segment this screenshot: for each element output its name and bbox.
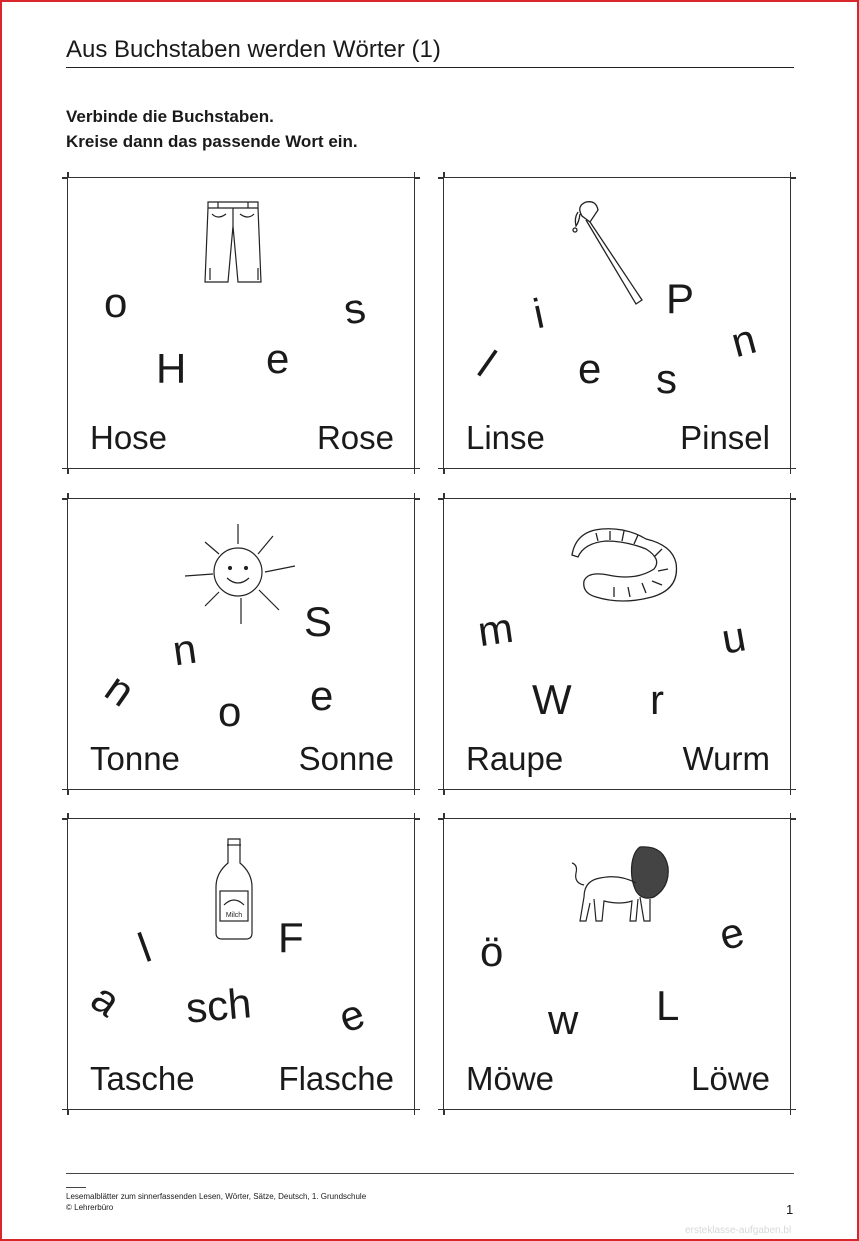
word-choice[interactable]: Tonne (90, 740, 180, 777)
letter-tile: u (718, 612, 750, 663)
letter-tile: l (132, 923, 157, 972)
exercise-card-pinsel (443, 177, 791, 469)
letter-tile: n (726, 314, 761, 367)
card-corner-tick (414, 813, 416, 819)
letter-tile: a (82, 973, 130, 1026)
trousers-picture (198, 198, 268, 288)
card-corner-tick (67, 468, 69, 474)
card-corner-tick (443, 789, 445, 795)
page-number: 1 (786, 1202, 794, 1217)
exercise-card-hose (67, 177, 415, 469)
word-choice[interactable]: Pinsel (680, 419, 770, 456)
letter-tile: s (656, 355, 677, 402)
exercise-card-flasche (67, 818, 415, 1110)
letter-tile: i (529, 289, 549, 338)
letter-tile: e (332, 989, 371, 1042)
card-corner-tick (67, 789, 69, 795)
word-choice[interactable]: Sonne (298, 740, 394, 777)
footer-source: Lesemalblätter zum sinnerfassenden Lesen, Wörter, Sätze, Deutsch, 1. Grundschule (66, 1192, 367, 1201)
letter-tile: n (96, 663, 144, 716)
card-corner-tick (67, 813, 69, 819)
word-choice[interactable]: Rose (316, 419, 394, 456)
bottle-label: Milch (225, 912, 243, 919)
letter-tile: l (469, 341, 505, 386)
word-choice[interactable]: Flasche (278, 1060, 394, 1097)
letter-tile: W (532, 676, 572, 723)
card-corner-tick (443, 493, 445, 499)
letter-tile: H (156, 345, 187, 392)
word-choice[interactable]: Raupe (466, 740, 564, 777)
instruction-line-1: Verbinde die Buchstaben. (66, 107, 274, 126)
card-corner-tick (790, 493, 792, 499)
sun-picture (183, 514, 303, 629)
exercise-card-sonne (67, 498, 415, 790)
title-rule (66, 67, 794, 68)
letter-tile: e (266, 335, 290, 382)
word-choice[interactable]: Tasche (90, 1060, 195, 1097)
footer-short-rule (66, 1187, 86, 1188)
card-corner-tick (414, 468, 416, 474)
card-corner-tick (443, 172, 445, 178)
card-corner-tick (414, 789, 416, 795)
word-choice[interactable]: Löwe (691, 1060, 770, 1097)
bottle-picture (212, 835, 256, 941)
letter-tile: o (104, 279, 128, 326)
word-choice[interactable]: Hose (90, 419, 168, 456)
card-corner-tick (67, 1109, 69, 1115)
exercise-card-wurm (443, 498, 791, 790)
card-corner-tick (443, 1109, 445, 1115)
card-corner-tick (790, 172, 792, 178)
exercise-card-loewe (443, 818, 791, 1110)
card-corner-tick (414, 172, 416, 178)
letter-tile: sch (184, 979, 254, 1032)
card-corner-tick (414, 1109, 416, 1115)
instruction-line-2: Kreise dann das passende Wort ein. (66, 132, 358, 151)
letter-tile: ö (480, 928, 504, 975)
paintbrush-picture (564, 198, 654, 308)
letter-tile: m (474, 603, 517, 656)
word-choice[interactable]: Wurm (682, 740, 770, 777)
letter-tile: P (666, 275, 695, 322)
word-choice[interactable]: Linse (466, 419, 545, 456)
letter-tile: e (578, 345, 602, 392)
card-corner-tick (67, 172, 69, 178)
letter-tile: e (310, 672, 334, 719)
letter-tile: o (218, 688, 242, 735)
footer-copyright: © Lehrerbüro (66, 1203, 114, 1212)
page-title: Aus Buchstaben werden Wörter (1) (66, 36, 441, 63)
letter-tile: n (169, 624, 200, 675)
letter-tile: s (339, 283, 369, 334)
card-corner-tick (790, 789, 792, 795)
letter-tile: F (278, 914, 304, 961)
card-corner-tick (443, 468, 445, 474)
card-corner-tick (443, 813, 445, 819)
letter-tile: r (650, 676, 664, 723)
letter-tile: e (714, 907, 749, 960)
card-corner-tick (790, 1109, 792, 1115)
card-corner-tick (790, 468, 792, 474)
card-corner-tick (414, 493, 416, 499)
word-choice[interactable]: Möwe (466, 1060, 555, 1097)
watermark: ersteklasse-aufgaben.bl (685, 1225, 792, 1236)
letter-tile: L (656, 982, 680, 1029)
worm-picture (566, 519, 686, 609)
letter-tile: w (548, 996, 579, 1043)
lion-picture (570, 843, 674, 927)
card-corner-tick (790, 813, 792, 819)
letter-tile: S (304, 598, 333, 645)
footer-rule (66, 1173, 794, 1174)
card-corner-tick (67, 493, 69, 499)
